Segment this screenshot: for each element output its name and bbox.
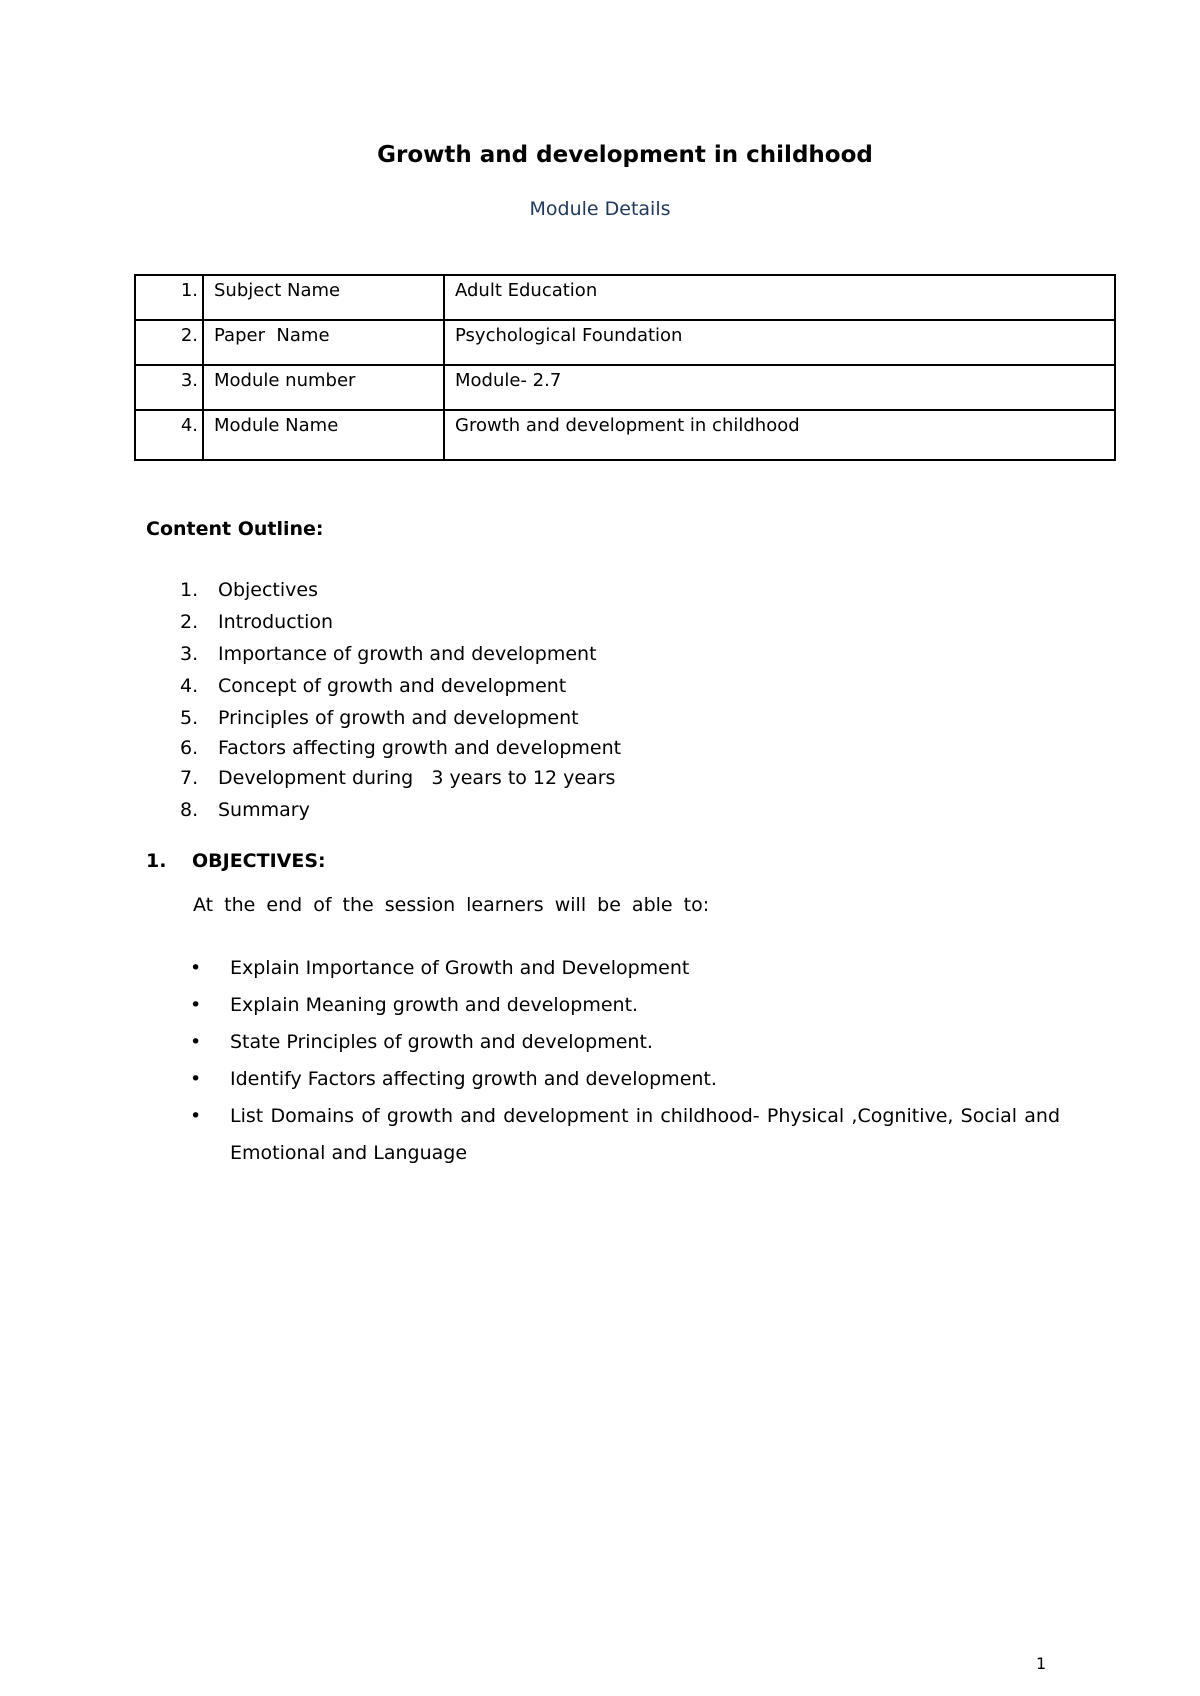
list-item	[190, 1061, 1060, 1098]
row-label: Subject Name	[203, 275, 444, 320]
bullet-icon: •	[190, 957, 202, 979]
row-label: Module Name	[203, 410, 444, 460]
module-details-table	[134, 274, 1116, 461]
list-item	[190, 950, 1060, 987]
list-item-text: Identify Factors affecting growth and development.	[230, 1068, 717, 1090]
list-item-text: Summary	[218, 799, 310, 821]
list-item	[180, 606, 621, 638]
list-item-number: 8.	[180, 799, 199, 821]
table-row	[135, 275, 1115, 320]
list-item-text: List Domains of growth and development in childhood- Physical ,Cognitive, Social and Emotional and Language	[230, 1105, 1060, 1164]
bullet-icon: •	[190, 994, 202, 1016]
row-value: Psychological Foundation	[444, 320, 1115, 365]
list-item-text: Concept of growth and development	[218, 675, 567, 697]
objectives-number: 1.	[146, 850, 167, 872]
list-item	[180, 574, 621, 606]
objectives-title: OBJECTIVES:	[192, 850, 326, 872]
list-item	[180, 794, 621, 826]
bullet-icon: •	[190, 1105, 202, 1127]
list-item	[180, 670, 621, 702]
list-item-text: Importance of growth and development	[218, 643, 597, 665]
list-item-text: State Principles of growth and development.	[230, 1031, 653, 1053]
content-outline-list	[180, 574, 621, 826]
list-item-number: 6.	[180, 737, 199, 759]
list-item	[180, 734, 621, 762]
row-value: Growth and development in childhood	[444, 410, 1115, 460]
list-item-text: Explain Importance of Growth and Development	[230, 957, 690, 979]
objectives-intro: At the end of the session learners will be able to:	[193, 894, 710, 916]
row-number: 3.	[135, 365, 203, 410]
list-item-text: Objectives	[218, 579, 318, 601]
content-outline-heading: Content Outline:	[146, 518, 324, 540]
list-item-text: Factors affecting growth and development	[218, 737, 622, 759]
row-value: Module- 2.7	[444, 365, 1115, 410]
list-item-text: Development during 3 years to 12 years	[218, 767, 616, 789]
table-row	[135, 320, 1115, 365]
bullet-icon: •	[190, 1031, 202, 1053]
list-item	[190, 1024, 1060, 1061]
list-item-text: Principles of growth and development	[218, 707, 579, 729]
list-item-number: 1.	[180, 579, 199, 601]
list-item	[180, 638, 621, 670]
row-value: Adult Education	[444, 275, 1115, 320]
list-item-number: 2.	[180, 611, 199, 633]
row-number: 2.	[135, 320, 203, 365]
row-number: 1.	[135, 275, 203, 320]
list-item	[180, 762, 621, 794]
list-item-number: 4.	[180, 675, 199, 697]
row-number: 4.	[135, 410, 203, 460]
row-label: Module number	[203, 365, 444, 410]
page-number: 1	[1036, 1654, 1047, 1673]
list-item	[190, 1098, 1060, 1172]
objectives-heading	[146, 850, 326, 872]
table-row	[135, 410, 1115, 460]
row-label: Paper Name	[203, 320, 444, 365]
bullet-icon: •	[190, 1068, 202, 1090]
list-item-number: 5.	[180, 707, 199, 729]
list-item	[190, 987, 1060, 1024]
objectives-bullet-list	[190, 950, 1060, 1172]
list-item-text: Explain Meaning growth and development.	[230, 994, 639, 1016]
list-item-number: 7.	[180, 767, 199, 789]
list-item	[180, 702, 621, 734]
list-item-number: 3.	[180, 643, 199, 665]
document-title: Growth and development in childhood	[377, 142, 873, 168]
document-subtitle: Module Details	[529, 198, 671, 220]
table-row	[135, 365, 1115, 410]
list-item-text: Introduction	[218, 611, 334, 633]
